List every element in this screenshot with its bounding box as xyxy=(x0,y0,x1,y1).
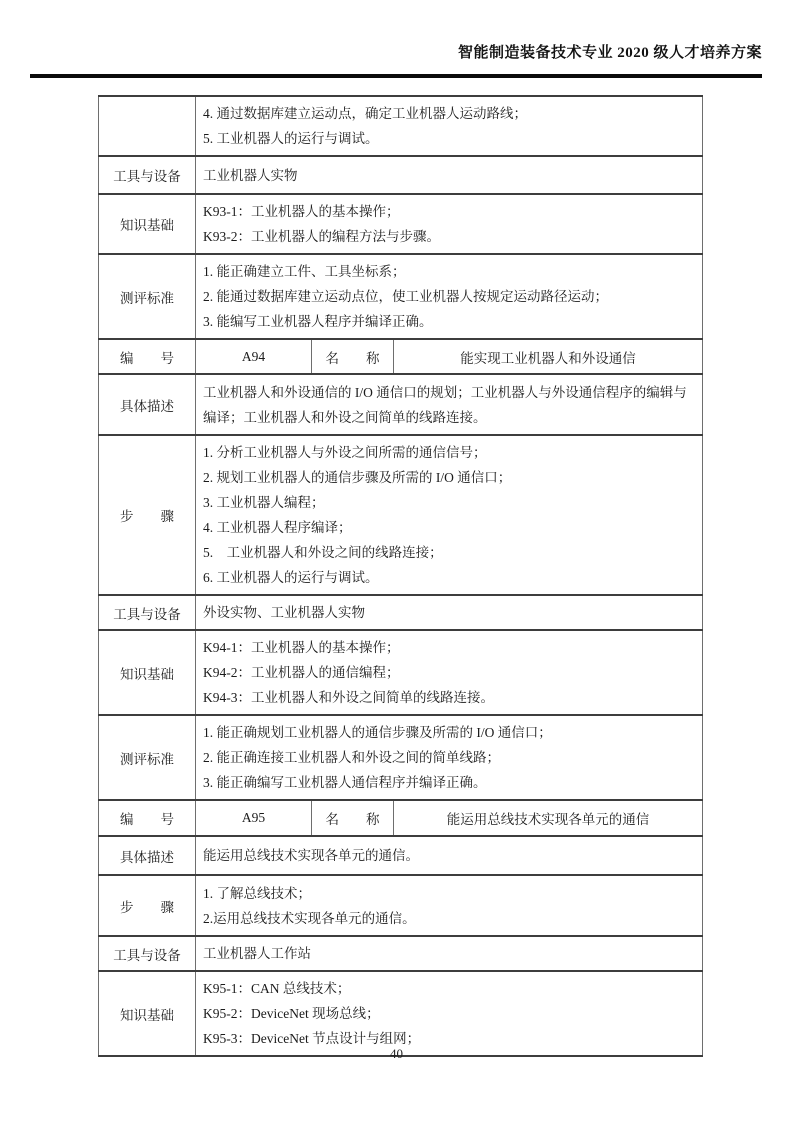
table-row xyxy=(99,96,703,156)
row-label: 编 号 xyxy=(99,800,196,836)
entry-code: A94 xyxy=(196,339,312,374)
table-row xyxy=(99,971,703,1056)
content-line: 4. 通过数据库建立运动点，确定工业机器人运动路线； xyxy=(203,106,527,121)
row-label: 工具与设备 xyxy=(99,156,196,194)
row-content xyxy=(196,435,703,595)
row-content xyxy=(196,194,703,254)
content-line: 5. 工业机器人和外设之间的线路连接； xyxy=(203,545,443,560)
entry-code: A95 xyxy=(196,800,312,836)
content-line: 2. 能通过数据库建立运动点位，使工业机器人按规定运动路径运动； xyxy=(203,289,608,304)
content-line: 3. 工业机器人编程； xyxy=(203,495,325,510)
content-line: 4. 工业机器人程序编译； xyxy=(203,520,352,535)
row-content xyxy=(196,971,703,1056)
content-line: K95-1：CAN 总线技术； xyxy=(203,981,351,996)
content-line: K94-3：工业机器人和外设之间简单的线路连接。 xyxy=(203,690,494,705)
table-row xyxy=(99,836,703,875)
content-line: 2. 能正确连接工业机器人和外设之间的简单线路； xyxy=(203,750,500,765)
content-line: K93-2：工业机器人的编程方法与步骤。 xyxy=(203,229,440,244)
content-line: 1. 能正确建立工件、工具坐标系； xyxy=(203,264,406,279)
content-line: 1. 分析工业机器人与外设之间所需的通信信号； xyxy=(203,445,487,460)
row-content xyxy=(196,595,703,630)
row-label: 工具与设备 xyxy=(99,595,196,630)
row-content xyxy=(196,715,703,800)
page-header-title: 智能制造装备技术专业 2020 级人才培养方案 xyxy=(457,45,762,61)
row-label: 具体描述 xyxy=(99,836,196,875)
content-line: 1. 能正确规划工业机器人的通信步骤及所需的 I/O 通信口； xyxy=(203,725,552,740)
row-label: 具体描述 xyxy=(99,374,196,435)
table-row xyxy=(99,715,703,800)
page-header xyxy=(0,0,793,78)
row-label: 测评标准 xyxy=(99,715,196,800)
table-row xyxy=(99,936,703,971)
content-line: 2. 规划工业机器人的通信步骤及所需的 I/O 通信口； xyxy=(203,470,512,485)
content-line: K94-2：工业机器人的通信编程； xyxy=(203,665,400,680)
table-row xyxy=(99,875,703,936)
content-line: 3. 能正确编写工业机器人通信程序并编译正确。 xyxy=(203,775,487,790)
table-row xyxy=(99,800,703,836)
header-double-rule xyxy=(30,74,762,78)
row-content xyxy=(196,630,703,715)
table-row xyxy=(99,630,703,715)
row-label: 步 骤 xyxy=(99,435,196,595)
row-content xyxy=(196,254,703,339)
table-row xyxy=(99,194,703,254)
content-line: K95-2：DeviceNet 现场总线； xyxy=(203,1006,380,1021)
content-line: 6. 工业机器人的运行与调试。 xyxy=(203,570,379,585)
table-row xyxy=(99,339,703,374)
table-row xyxy=(99,254,703,339)
row-content xyxy=(196,836,703,875)
worksheet-table xyxy=(98,95,703,1057)
content-line: 3. 能编写工业机器人程序并编译正确。 xyxy=(203,314,433,329)
table-row xyxy=(99,595,703,630)
row-content xyxy=(196,936,703,971)
page-number: 40 xyxy=(390,1046,403,1061)
row-label: 测评标准 xyxy=(99,254,196,339)
name-label: 名 称 xyxy=(312,800,394,836)
content-line: 2.运用总线技术实现各单元的通信。 xyxy=(203,910,416,926)
row-label: 工具与设备 xyxy=(99,936,196,971)
name-label: 名 称 xyxy=(312,339,394,374)
row-label: 知识基础 xyxy=(99,630,196,715)
row-content xyxy=(196,374,703,435)
row-label: 知识基础 xyxy=(99,194,196,254)
content-line: 外设实物、工业机器人实物 xyxy=(203,605,365,620)
content-line: K94-1：工业机器人的基本操作； xyxy=(203,640,400,655)
entry-name: 能实现工业机器人和外设通信 xyxy=(394,339,703,374)
content-line: K93-1：工业机器人的基本操作； xyxy=(203,204,400,219)
table-row xyxy=(99,374,703,435)
content-line: 工业机器人实物 xyxy=(203,167,298,183)
row-label: 步 骤 xyxy=(99,875,196,936)
row-label xyxy=(99,96,196,156)
table-row xyxy=(99,156,703,194)
row-content xyxy=(196,96,703,156)
content-line: 工业机器人和外设通信的 I/O 通信口的规划；工业机器人与外设通信程序的编辑与编译；工业机器人和外设之间简单的线路连接。 xyxy=(203,384,687,425)
row-content xyxy=(196,156,703,194)
entry-name: 能运用总线技术实现各单元的通信 xyxy=(394,800,703,836)
content-line: K95-3：DeviceNet 节点设计与组网； xyxy=(203,1031,421,1046)
row-content xyxy=(196,875,703,936)
content-line: 能运用总线技术实现各单元的通信。 xyxy=(203,848,419,863)
content-line: 5. 工业机器人的运行与调试。 xyxy=(203,131,379,146)
content-line: 工业机器人工作站 xyxy=(203,946,311,961)
row-label: 知识基础 xyxy=(99,971,196,1056)
table-row xyxy=(99,435,703,595)
row-label: 编 号 xyxy=(99,339,196,374)
content-line: 1. 了解总线技术； xyxy=(203,885,311,901)
